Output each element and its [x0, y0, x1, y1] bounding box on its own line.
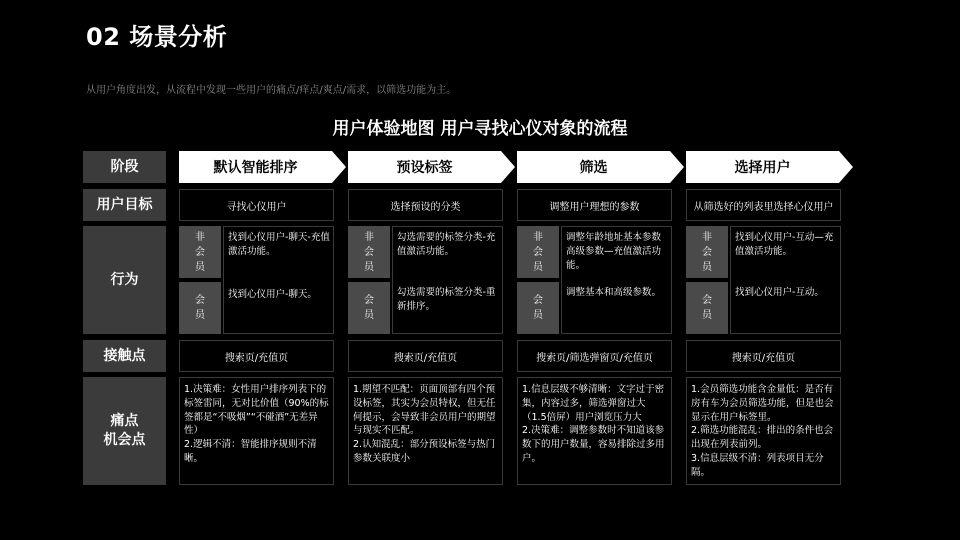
- goal-cell: [179, 189, 334, 221]
- touchpoint-cell: [179, 340, 334, 372]
- member-tag: 会 员: [179, 282, 221, 334]
- touchpoint-text: 搜索页/充值页: [731, 352, 796, 364]
- goal-text: 调整用户理想的参数: [549, 201, 640, 213]
- nonmember-action: 找到心仪用户-互动—充值激活功能。: [735, 232, 834, 257]
- goal-cell: [348, 189, 503, 221]
- touchpoint-cell: [517, 340, 672, 372]
- behavior-cell: [179, 226, 334, 334]
- map-title: 用户体验地图 用户寻找心仪对象的流程: [332, 119, 628, 139]
- nonmember-action: 勾选需要的标签分类-充值激活功能。: [397, 232, 496, 257]
- pain-cell: 1.信息层级不够清晰：文字过于密集，内容过多，筛选弹窗过大（1.5倍屏）用户浏览压力大 2.决策难：调整参数时不知道该参数下的用户数量，容易排除过多用户。: [517, 377, 672, 485]
- member-action: 找到心仪用户-互动。: [735, 287, 824, 298]
- nonmember-action: 找到心仪用户-聊天-充值激活功能。: [228, 232, 330, 257]
- row-label-touchpoint: 接触点: [83, 340, 166, 372]
- behavior-cell: [517, 226, 672, 334]
- row-label-behavior: 行为: [83, 226, 166, 334]
- member-tag: 会 员: [686, 282, 728, 334]
- pain-cell: 1.会员筛选功能含金量低：是否有房有车为会员筛选功能，但是也会显示在用户标签里。 2.筛选功能混乱：排出的条件也会出现在列表前列。 3.信息层级不清：列表项目无分隔。: [686, 377, 841, 485]
- page-title: 02 场景分析: [86, 23, 228, 51]
- goal-cell: [517, 189, 672, 221]
- touchpoint-text: 搜索页/充值页: [224, 352, 289, 364]
- touchpoint-cell: [348, 340, 503, 372]
- member-tag: 会 员: [517, 282, 559, 334]
- goal-text: 选择预设的分类: [390, 201, 461, 213]
- nonmember-tag: 非 会 员: [686, 226, 728, 278]
- goal-text: 从筛选好的列表里选择心仪用户: [693, 201, 834, 213]
- nonmember-tag: 非 会 员: [348, 226, 390, 278]
- row-label-stage: 阶段: [83, 151, 166, 183]
- member-action: 勾选需要的标签分类-重新排序。: [397, 287, 496, 312]
- pain-cell: 1.期望不匹配：页面顶部有四个预设标签，其实为会员特权，但无任何提示，会导致非会员用户的期望与现实不匹配。 2.认知混乱：部分预设标签与热门参数关联度小: [348, 377, 503, 485]
- goal-cell: [686, 189, 841, 221]
- touchpoint-text: 搜索页/充值页: [393, 352, 458, 364]
- page-subtitle: 从用户角度出发，从流程中发现一些用户的痛点/痒点/爽点/需求，以筛选功能为主。: [86, 85, 457, 96]
- stage-label: 筛选: [579, 160, 608, 176]
- behavior-cell: [348, 226, 503, 334]
- nonmember-tag: 非 会 员: [517, 226, 559, 278]
- nonmember-tag: 非 会 员: [179, 226, 221, 278]
- stage-label: 预设标签: [396, 160, 453, 176]
- pain-cell: 1.决策难：女性用户排序列表下的标签雷同，无对比价值（90%的标签都是“不吸烟”“不碰酒”无差异性） 2.逻辑不清：智能排序规则不清晰。: [179, 377, 334, 485]
- touchpoint-text: 搜索页/筛选弹窗页/充值页: [536, 352, 653, 364]
- row-label-pain: 痛点 机会点: [83, 377, 166, 485]
- row-label-goal: 用户目标: [83, 189, 166, 221]
- stage-label: 选择用户: [734, 160, 791, 176]
- behavior-cell: [686, 226, 841, 334]
- stage-label: 默认智能排序: [213, 160, 298, 176]
- member-action: 调整基本和高级参数。: [566, 287, 662, 298]
- member-action: 找到心仪用户-聊天。: [228, 289, 317, 300]
- goal-text: 寻找心仪用户: [226, 201, 287, 213]
- member-tag: 会 员: [348, 282, 390, 334]
- touchpoint-cell: [686, 340, 841, 372]
- nonmember-action: 调整年龄地址基本参数高级参数—充值激活功能。: [566, 232, 662, 271]
